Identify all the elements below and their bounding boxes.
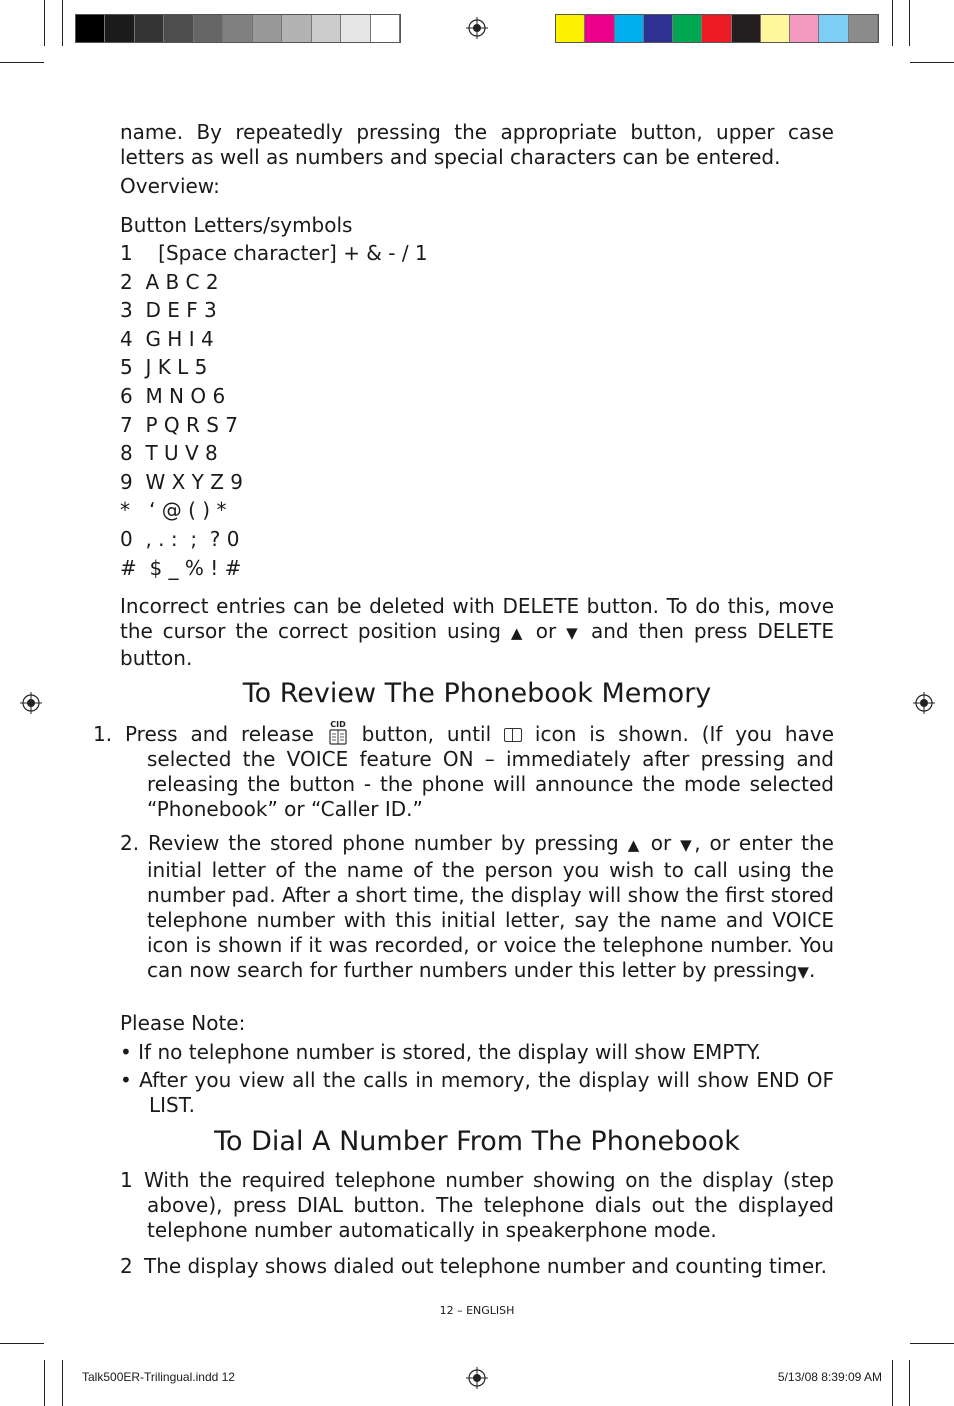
color-swatch	[732, 15, 761, 42]
color-swatch	[615, 15, 644, 42]
color-swatch	[819, 15, 848, 42]
delete-keyword: DELETE	[502, 594, 580, 618]
dial-step-2	[120, 1254, 834, 1279]
down-arrow-icon: ▼	[566, 624, 582, 642]
crop-mark	[62, 0, 63, 46]
crop-mark	[892, 1360, 893, 1406]
color-swatch	[223, 15, 252, 42]
step-number: 1.	[93, 722, 113, 746]
table-row: 0 , . : ; ? 0	[120, 527, 240, 551]
up-arrow-icon: ▲	[627, 836, 642, 854]
crop-mark	[909, 0, 910, 46]
step-number: 2.	[120, 831, 140, 855]
cid-button-icon	[327, 719, 349, 745]
table-row: 5 J K L 5	[120, 355, 208, 380]
intro-paragraph: name. By repeatedly pressing the appropriate button, upper case letters as well as numbers and special characters can be entered.	[120, 120, 834, 169]
review-step-1	[93, 719, 834, 822]
review-step-2	[120, 831, 834, 985]
color-swatch	[312, 15, 341, 42]
color-swatch	[105, 15, 134, 42]
color-swatch	[761, 15, 790, 42]
registration-mark-icon	[466, 17, 488, 39]
text: Incorrect entries can be deleted with	[120, 594, 503, 618]
empty-keyword: EMPTY	[692, 1040, 755, 1064]
color-swatch	[790, 15, 819, 42]
page-number: 12 – ENGLISH	[439, 1304, 515, 1317]
color-swatch	[135, 15, 164, 42]
crop-mark	[910, 1343, 954, 1344]
crop-mark	[62, 1360, 63, 1406]
crop-mark	[892, 0, 893, 46]
end-of-list-keyword: END OF LIST	[149, 1068, 834, 1117]
overview-label: Overview:	[120, 174, 220, 198]
incorrect-entries-paragraph	[120, 594, 834, 671]
text: and then press	[581, 619, 758, 643]
crop-mark	[44, 0, 45, 46]
grayscale-bar	[75, 14, 401, 43]
down-arrow-icon: ▼	[797, 963, 809, 981]
registration-mark-icon	[466, 1367, 488, 1389]
dial-heading: To Dial A Number From The Phonebook	[214, 1126, 740, 1157]
crop-mark	[0, 1343, 44, 1344]
step-number: 2	[120, 1254, 133, 1278]
crop-mark	[910, 62, 954, 63]
color-swatch	[164, 15, 193, 42]
color-swatch	[702, 15, 731, 42]
down-arrow-icon: ▼	[680, 836, 695, 854]
table-row: 3 D E F 3	[120, 298, 217, 323]
text: • If no telephone number is stored, the display will show	[120, 1040, 693, 1064]
table-row: 1 [Space character] + & - / 1	[120, 241, 428, 265]
color-swatch	[585, 15, 614, 42]
text: or	[641, 831, 681, 855]
registration-mark-icon	[20, 692, 42, 714]
step-number: 1	[120, 1168, 133, 1192]
text: button. To do this, move the cursor the correct position using	[120, 594, 834, 643]
table-row: 9 W X Y Z 9	[120, 469, 243, 494]
crop-mark	[909, 1360, 910, 1406]
color-swatch	[282, 15, 311, 42]
date-slug: 5/13/08 8:39:09 AM	[777, 1370, 882, 1384]
text: • After you view all the calls in memory, the display will show	[120, 1068, 757, 1092]
file-slug: Talk500ER-Trilingual.indd 12	[82, 1370, 235, 1384]
text: .	[808, 958, 816, 982]
color-swatch	[76, 15, 105, 42]
table-row: * ‘ @ ( ) *	[120, 498, 227, 523]
text: .	[188, 1093, 195, 1117]
text: .	[754, 1040, 762, 1064]
color-swatch	[673, 15, 702, 42]
registration-mark-icon	[913, 692, 935, 714]
text: button, until	[348, 722, 505, 746]
color-swatch	[194, 15, 223, 42]
table-row: 7 P Q R S 7	[120, 412, 238, 437]
text: The display shows dialed out telephone number and counting timer.	[144, 1254, 827, 1278]
text: button.	[120, 646, 193, 670]
color-swatch	[371, 15, 400, 42]
table-row: # $ _ % ! #	[120, 555, 242, 580]
note-bullet-2	[120, 1068, 834, 1118]
color-swatch	[556, 15, 585, 42]
delete-keyword: DELETE	[757, 619, 834, 643]
color-swatch	[849, 15, 878, 42]
table-row: 6 M N O 6	[120, 384, 226, 408]
text: , or enter the initial letter of the name of the person you wish to call using the number pad. After a short time, the display will show the first stored telephone number with this initial letter, say the name and VOICE icon is shown if it was recorded, or voice the telephone number. You can now search for further numbers under this letter by pressing	[147, 831, 834, 982]
table-row: 8 T U V 8	[120, 441, 218, 466]
text: or	[525, 619, 567, 643]
phonebook-icon	[504, 728, 522, 742]
crop-mark	[0, 62, 44, 63]
note-bullet-1	[120, 1040, 834, 1065]
up-arrow-icon: ▲	[510, 624, 526, 642]
color-swatch	[253, 15, 282, 42]
table-row: 2 A B C 2	[120, 269, 219, 294]
text: With the required telephone number showing on the display (step above), press DIAL button. The telephone dials out the displayed telephone number automatically in speakerphone mode.	[144, 1168, 834, 1242]
text: Review the stored phone number by pressing	[139, 831, 628, 855]
text: icon is shown. (If you have selected the VOICE feature ON – immediately after pressing and releasing the button - the phone will announce the mode selected “Phonebook” or “Caller ID.”	[147, 722, 834, 821]
text: Press and release	[112, 722, 327, 746]
please-note-label: Please Note:	[120, 1011, 246, 1035]
color-swatch	[644, 15, 673, 42]
color-bar	[555, 14, 879, 43]
crop-mark	[44, 1360, 45, 1406]
table-row: 4 G H I 4	[120, 326, 214, 351]
review-heading: To Review The Phonebook Memory	[242, 678, 712, 709]
dial-step-1	[120, 1168, 834, 1243]
table-header: Button Letters/symbols	[120, 213, 353, 237]
cid-label: CID	[330, 720, 346, 729]
color-swatch	[341, 15, 370, 42]
